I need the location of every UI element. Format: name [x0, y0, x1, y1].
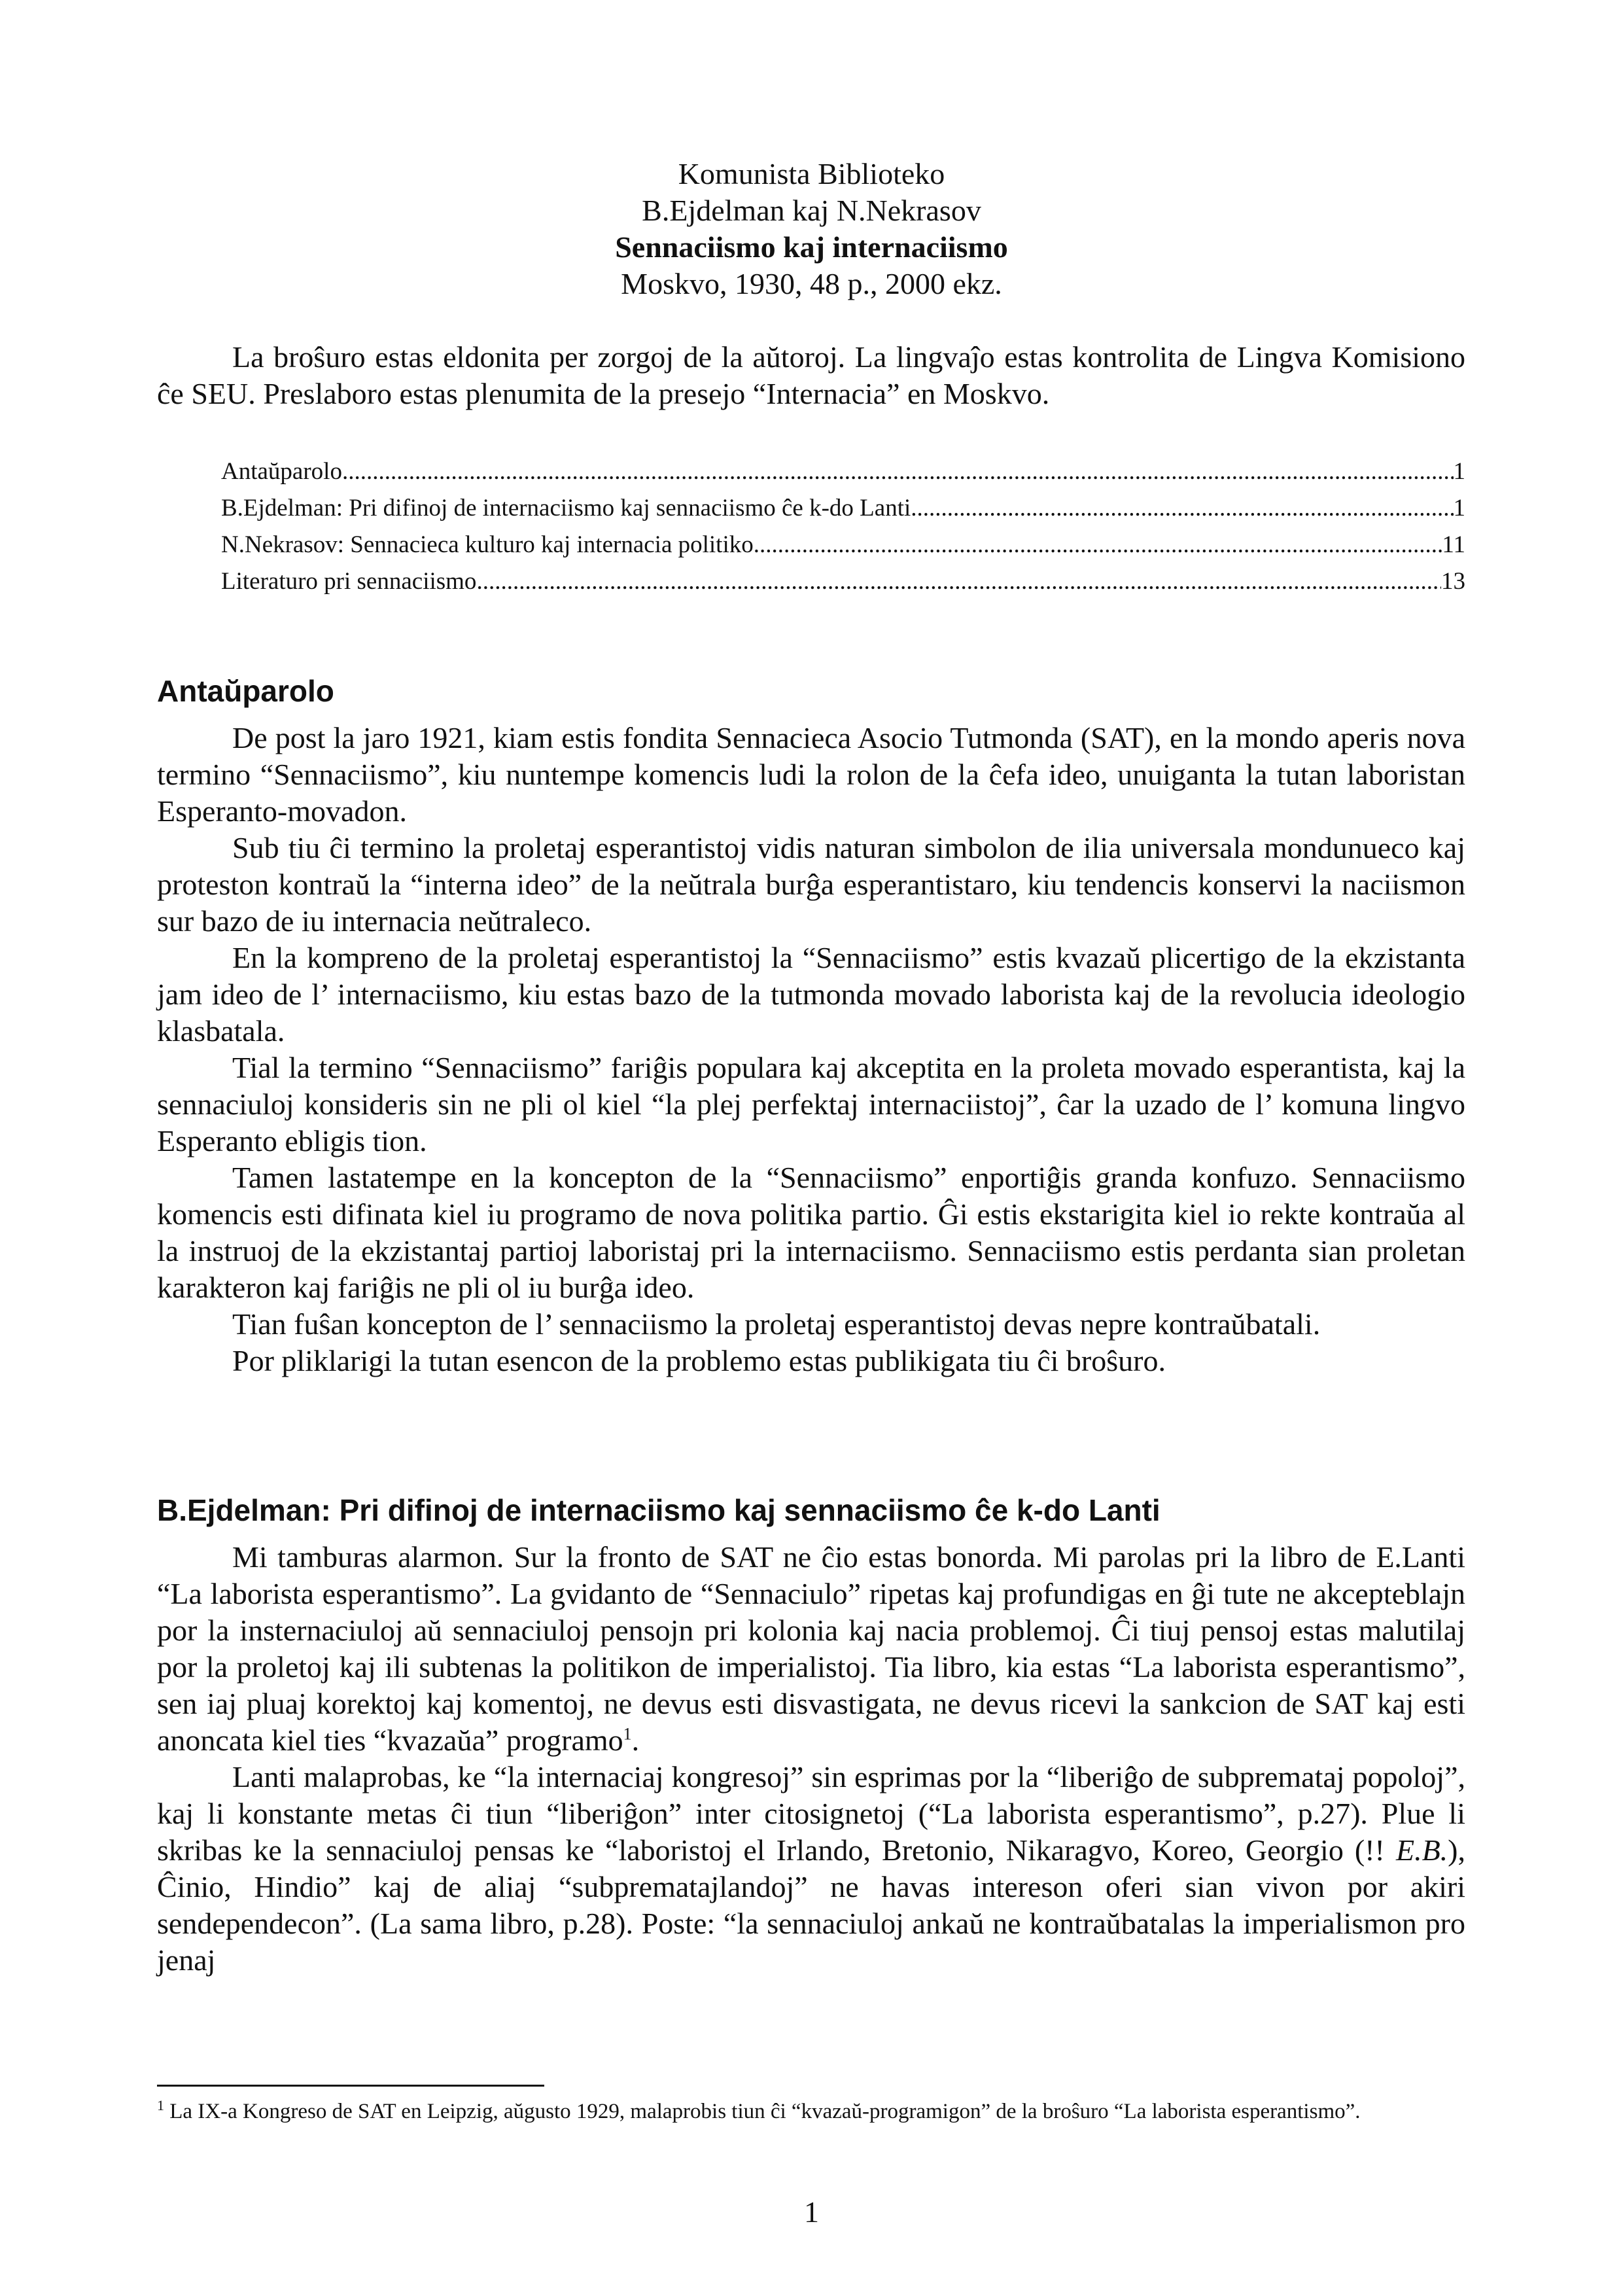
table-of-contents [221, 453, 1465, 600]
toc-entry[interactable] [221, 527, 1465, 563]
page-number: 1 [804, 2195, 819, 2229]
paragraph [157, 1539, 1465, 1759]
section-heading: Antaŭparolo [157, 674, 334, 708]
series-name: Komunista Biblioteko [678, 157, 945, 190]
paragraph [157, 1759, 1465, 1979]
footnote [157, 2095, 1465, 2128]
section-body [157, 1539, 1465, 1979]
authors: B.Ejdelman kaj N.Nekrasov [642, 194, 981, 227]
paragraph-text: Mi tamburas alarmon. Sur la fronto de SAT ne ĉio estas bonorda. Mi parolas pri la libro de E.Lanti “La laborista esperantismo”. La gvidanto de “Sennaciulo” ripetas kaj profundigas en ĝi tute ne akcepteblajn por la insternaciuloj aŭ sennaciuloj pensojn pri kolonia kaj nacia problemoj. Ĉi tiuj pensoj estas malutilaj por la proletoj kaj ili subtenas la politikon de imperialistoj. Tia libro, kia estas “La laborista esperantismo”, sen iaj pluaj korektoj kaj komentoj, ne devus esti disvastigata, ne devus ricevi la sankcion de SAT kaj esti anoncata kiel ties “kvazaŭa” programo [157, 1540, 1465, 1757]
toc-entry[interactable] [221, 453, 1465, 490]
footnote-text: La IX-a Kongreso de SAT en Leipzig, aŭgusto 1929, malaprobis tiun ĉi “kvazaŭ-programigon” de la broŝuro “La laborista esperantismo”. [164, 2100, 1361, 2123]
emphasis: E.B. [1395, 1833, 1448, 1867]
toc-entry-title: N.Nekrasov: Sennacieca kulturo kaj internacia politiko [221, 531, 754, 558]
toc-entry-page: 11 [1442, 531, 1465, 558]
footnote-mark: 1 [157, 2097, 164, 2113]
paragraph: De post la jaro 1921, kiam estis fondita Sennacieca Asocio Tutmonda (SAT), en la mondo aperis nova termino “Sennaciismo”, kiu nuntempe komencis ludi la rolon de la ĉefa ideo, unuiganta la tutan laboristan Esperanto-movadon. [157, 721, 1465, 828]
toc-entry[interactable] [221, 490, 1465, 527]
paragraph-text: ), Ĉinio, Hindio” kaj de aliaj “subprematajlandoj” ne havas intereson oferi sian vivon por akiri sendependecon”. (La sama libro, p.28). Poste: “la sennaciuloj ankaŭ ne kontraŭbatalas la imperialismon pro jenaj [157, 1833, 1465, 1977]
toc-entry-page: 1 [1453, 458, 1465, 485]
section-body [157, 720, 1465, 1379]
paragraph: En la kompreno de la proletaj esperantistoj la “Sennaciismo” estis kvazaŭ plicertigo de la ekzistanta jam ideo de l’ internaciismo, kiu estas bazo de la tutmonda movado laborista kaj de la revolucia ideologio klasbatala. [157, 941, 1465, 1048]
toc-entry-page: 13 [1441, 568, 1465, 595]
toc-leader [476, 563, 1441, 600]
paragraph-text: . [631, 1723, 640, 1757]
intro-paragraph: La broŝuro estas eldonita per zorgoj de la aŭtoroj. La lingvaĵo estas kontrolita de Lingva Komisiono ĉe SEU. Preslaboro estas plenumita de la presejo “Internacia” en Moskvo. [157, 340, 1465, 410]
toc-entry-title: B.Ejdelman: Pri difinoj de internaciismo kaj sennaciismo ĉe k-do Lanti [221, 495, 911, 521]
toc-leader [911, 490, 1453, 527]
document-title: Sennaciismo kaj internaciismo [615, 230, 1008, 264]
toc-entry[interactable] [221, 563, 1465, 600]
toc-entry-title: Literaturo pri sennaciismo [221, 568, 477, 595]
paragraph: Por pliklarigi la tutan esencon de la problemo estas publikigata tiu ĉi broŝuro. [232, 1344, 1166, 1377]
toc-leader [342, 453, 1454, 490]
footnote-separator [157, 2085, 544, 2087]
title-block [0, 156, 1623, 302]
paragraph-text: Lanti malaprobas, ke “la internaciaj kongresoj” sin esprimas por la “liberiĝo de subpremataj popoloj”, kaj li konstante metas ĉi tiun “liberiĝon” inter citosignetoj (“La laborista esperantismo”, p.27). Plue li skribas ke la sennaciuloj pensas ke “laboristoj el Irlando, Bretonio, Nikaragvo, Koreo, Georgio (!! [157, 1760, 1465, 1867]
imprint: Moskvo, 1930, 48 p., 2000 ekz. [621, 267, 1002, 300]
toc-entry-page: 1 [1453, 495, 1465, 521]
toc-leader [754, 527, 1442, 563]
paragraph: Tamen lastatempe en la koncepton de la “Sennaciismo” enportiĝis granda konfuzo. Sennaciismo komencis esti difinata kiel iu programo de nova politika partio. Ĝi estis ekstarigita kiel io rekte kontraŭa al la instruoj de la ekzistantaj partioj laboristaj pri la internaciismo. Sennaciismo estis perdanta sian proletan karakteron kaj fariĝis ne pli ol iu burĝa ideo. [157, 1161, 1465, 1304]
paragraph: Sub tiu ĉi termino la proletaj esperantistoj vidis naturan simbolon de ilia universala mondunueco kaj proteston kontraŭ la “interna ideo” de la neŭtrala burĝa esperantistaro, kiu tendencis konservi la naciismon sur bazo de iu internacia neŭtraleco. [157, 831, 1465, 938]
section-heading: B.Ejdelman: Pri difinoj de internaciismo kaj sennaciismo ĉe k-do Lanti [157, 1493, 1161, 1527]
paragraph: Tial la termino “Sennaciismo” fariĝis populara kaj akceptita en la proleta movado esperantista, kaj la sennaciuloj konsideris sin ne pli ol kiel “la plej perfektaj internaciistoj”, ĉar la uzado de l’ komuna lingvo Esperanto ebligis tion. [157, 1051, 1465, 1157]
toc-entry-title: Antaŭparolo [221, 458, 342, 485]
footnote-ref[interactable]: 1 [623, 1724, 632, 1744]
paragraph: Tian fuŝan koncepton de l’ sennaciismo la proletaj esperantistoj devas nepre kontraŭbatali. [232, 1307, 1321, 1341]
